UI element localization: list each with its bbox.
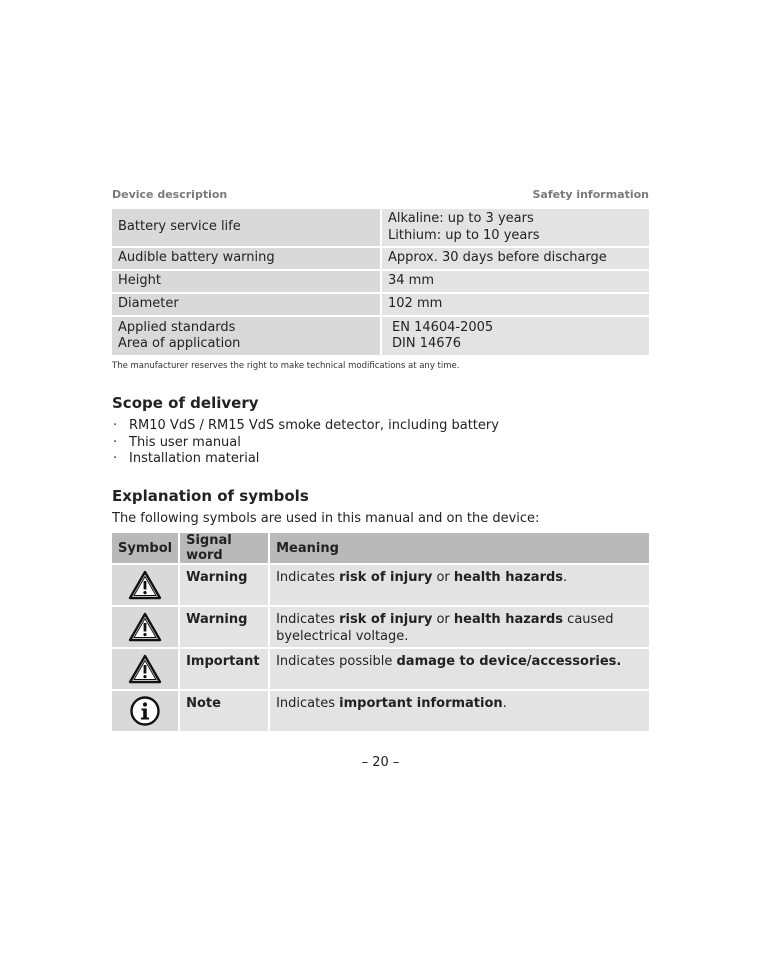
symbol-cell: [112, 691, 180, 731]
spec-label: Audible battery warning: [112, 248, 382, 271]
column-header-symbol: Symbol: [112, 533, 180, 565]
column-header-signal-word: Signal word: [180, 533, 270, 565]
spec-label: Diameter: [112, 294, 382, 317]
scope-heading: Scope of delivery: [112, 394, 259, 412]
spec-row: [112, 271, 649, 294]
specification-table: [112, 209, 649, 355]
signal-word: Warning: [180, 607, 270, 649]
signal-word: Warning: [180, 565, 270, 607]
symbol-cell: [112, 607, 180, 649]
warning-triangle-icon: [128, 570, 162, 600]
bullet-icon: ·: [113, 451, 118, 466]
spec-label: Battery service life: [112, 209, 382, 248]
page-number: – 20 –: [361, 755, 400, 770]
spec-value: EN 14604-2005 DIN 14676: [382, 317, 649, 355]
table-row: [112, 691, 649, 731]
running-header: [112, 188, 649, 204]
spec-label: Applied standards Area of application: [112, 317, 382, 355]
signal-word: Note: [180, 691, 270, 731]
signal-word: Important: [180, 649, 270, 691]
warning-triangle-icon: [128, 654, 162, 684]
table-row: [112, 649, 649, 691]
spec-row: [112, 317, 649, 355]
meaning: Indicates important information.: [270, 691, 649, 731]
column-header-meaning: Meaning: [270, 533, 649, 565]
spec-value: 102 mm: [382, 294, 649, 317]
table-row: [112, 607, 649, 649]
list-item: · Installation material: [113, 451, 260, 466]
spec-value: 34 mm: [382, 271, 649, 294]
symbols-heading: Explanation of symbols: [112, 487, 309, 505]
spec-row: [112, 209, 649, 248]
bullet-icon: ·: [113, 434, 118, 450]
meaning: Indicates possible damage to device/accessories.: [270, 649, 649, 691]
section-label: Device description: [112, 188, 228, 201]
chapter-label: Safety information: [532, 188, 649, 201]
symbol-cell: [112, 649, 180, 691]
list-item: · This user manual: [113, 434, 241, 450]
table-row: [112, 565, 649, 607]
bullet-icon: ·: [113, 418, 118, 433]
warning-triangle-icon: [128, 612, 162, 642]
spec-value: Approx. 30 days before discharge: [382, 248, 649, 271]
scope-list: [112, 418, 499, 468]
symbols-intro: The following symbols are used in this manual and on the device:: [112, 511, 540, 526]
symbols-table: [112, 533, 649, 731]
symbol-cell: [112, 565, 180, 607]
spec-row: [112, 294, 649, 317]
list-item: · RM10 VdS / RM15 VdS smoke detector, including battery: [113, 418, 499, 433]
spec-row: [112, 248, 649, 271]
table-header-row: [112, 533, 649, 565]
info-circle-icon: [128, 695, 162, 727]
footnote: The manufacturer reserves the right to make technical modifications at any time.: [112, 361, 460, 371]
spec-label: Height: [112, 271, 382, 294]
meaning: Indicates risk of injury or health hazards.: [270, 565, 649, 607]
meaning: Indicates risk of injury or health hazards caused byelectrical voltage.: [270, 607, 649, 649]
spec-value: Alkaline: up to 3 years Lithium: up to 10 years: [382, 209, 649, 248]
